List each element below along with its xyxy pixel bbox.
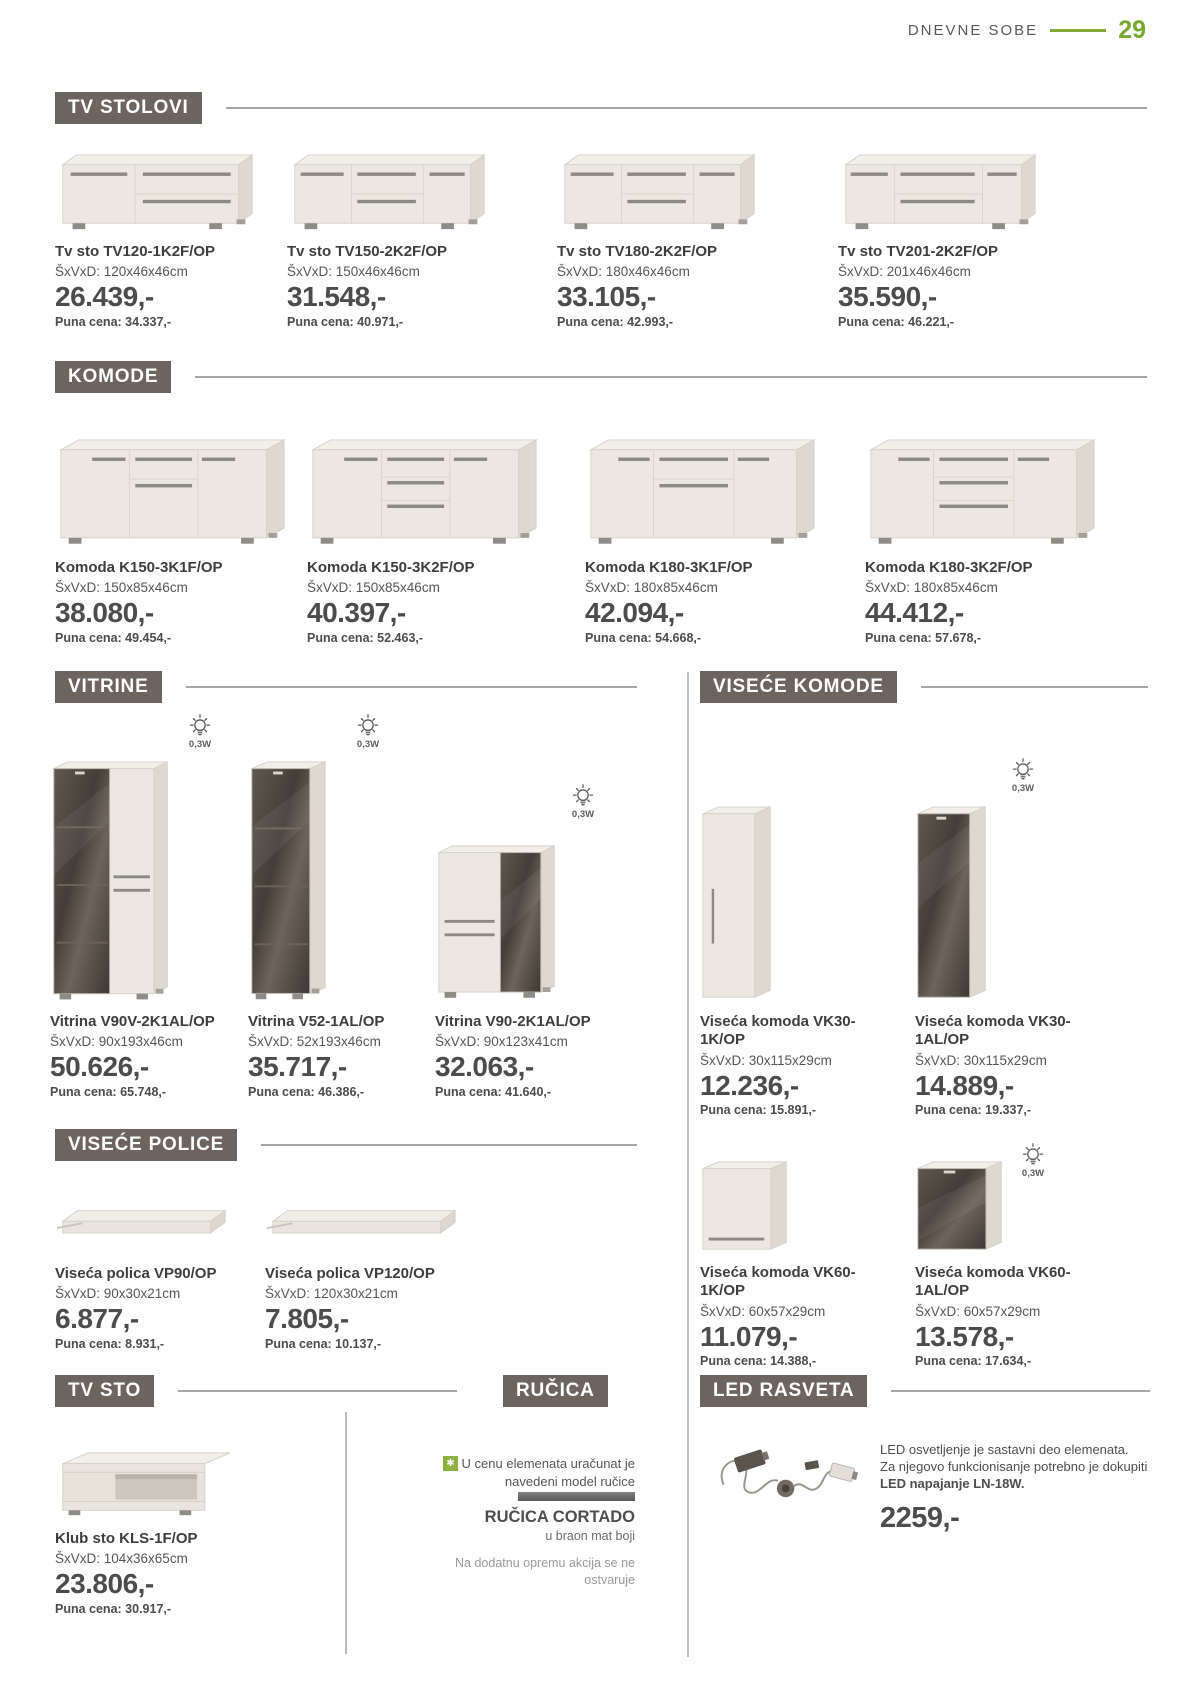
product-image: [307, 433, 547, 551]
product-full-price: Puna cena: 17.634,-: [915, 1354, 1032, 1369]
section-head-tv-stolovi: [55, 92, 1147, 124]
product-dimensions: ŠxVxD: 150x85x46cm: [55, 580, 188, 596]
product-dimensions: ŠxVxD: 150x46x46cm: [287, 264, 420, 280]
led-text-bold: LED napajanje LN-18W.: [880, 1476, 1025, 1492]
breadcrumb: DNEVNE SOBE: [907, 22, 1039, 39]
product-full-price: Puna cena: 46.386,-: [248, 1085, 365, 1100]
product-card: [307, 433, 547, 645]
display-cabinet-image: [50, 760, 175, 1005]
product-name: Viseća komoda VK60-1K/OP: [700, 1264, 856, 1300]
header-dash-line: [1050, 29, 1106, 32]
section-divider-line: [891, 1390, 1150, 1392]
wall-cabinet-image: [915, 805, 995, 1005]
product-image: [55, 433, 295, 551]
product-dimensions: ŠxVxD: 90x30x21cm: [55, 1286, 181, 1302]
product-image: [55, 150, 280, 235]
section-title-rucica: RUČICA: [503, 1375, 608, 1407]
product-name: Tv sto TV150-2K2F/OP: [287, 243, 448, 260]
product-full-price: Puna cena: 41.640,-: [435, 1085, 552, 1100]
product-image: [55, 1450, 280, 1522]
product-name: Tv sto TV120-1K2F/OP: [55, 243, 216, 260]
led-text-line1: LED osvetljenje je sastavni deo elemenata.: [880, 1442, 1129, 1457]
product-price: 12.236,-: [700, 1069, 799, 1101]
product-price: 11.079,-: [700, 1320, 798, 1352]
product-name: Tv sto TV201-2K2F/OP: [838, 243, 999, 260]
product-full-price: Puna cena: 46.221,-: [838, 315, 955, 330]
product-image: [265, 1195, 475, 1257]
product-price: 31.548,-: [287, 281, 386, 313]
product-card: [557, 150, 782, 329]
dresser-image: [55, 437, 290, 551]
product-price: 33.105,-: [557, 281, 656, 313]
product-full-price: Puna cena: 49.454,-: [55, 631, 172, 646]
product-card: [50, 739, 250, 1100]
rucica-note-text: U cenu elemenata uračunat je navedeni model ručice: [461, 1456, 635, 1489]
dresser-image: [307, 437, 542, 551]
product-dimensions: ŠxVxD: 150x85x46cm: [307, 580, 440, 596]
column-divider-short: [345, 1412, 347, 1654]
section-title-komode: KOMODE: [55, 361, 171, 393]
product-full-price: Puna cena: 54.668,-: [585, 631, 702, 646]
bulb-indicator: [182, 713, 218, 750]
lightbulb-icon: [570, 783, 596, 809]
product-full-price: Puna cena: 14.388,-: [700, 1354, 817, 1369]
rucica-product: [435, 1508, 635, 1589]
led-info: [880, 1441, 1200, 1535]
display-cabinet-image: [435, 843, 560, 1005]
product-name: Komoda K180-3K2F/OP: [865, 559, 1033, 576]
product-price: 40.397,-: [307, 597, 406, 629]
section-head-visece-police: [55, 1129, 637, 1161]
product-dimensions: ŠxVxD: 120x30x21cm: [265, 1286, 398, 1302]
product-full-price: Puna cena: 30.917,-: [55, 1602, 172, 1617]
coffee-table-image: [55, 1449, 235, 1522]
product-name: Viseća komoda VK60-1AL/OP: [915, 1264, 1071, 1300]
product-dimensions: ŠxVxD: 30x115x29cm: [915, 1052, 1047, 1068]
section-head-vitrine: [55, 671, 637, 703]
product-full-price: Puna cena: 57.678,-: [865, 631, 982, 646]
product-dimensions: ŠxVxD: 120x46x46cm: [55, 264, 188, 280]
wall-cabinet-image: [700, 805, 780, 1005]
product-price: 6.877,-: [55, 1303, 139, 1335]
bulb-watt-label: 0,3W: [188, 739, 212, 750]
product-dimensions: ŠxVxD: 60x57x29cm: [915, 1303, 1041, 1319]
product-card: [700, 755, 870, 1117]
product-dimensions: ŠxVxD: 104x36x65cm: [55, 1551, 188, 1567]
section-divider-line: [261, 1144, 637, 1146]
tv-stand-image: [287, 152, 492, 235]
bulb-watt-label: 0,3W: [571, 809, 595, 820]
product-dimensions: ŠxVxD: 180x85x46cm: [585, 580, 718, 596]
product-name: Viseća komoda VK30-1AL/OP: [915, 1013, 1071, 1049]
product-image: [700, 755, 870, 1005]
bulb-indicator: [565, 783, 601, 820]
led-text-line2: Za njegovo funkcionisanje potrebno je dokupiti: [880, 1459, 1148, 1475]
section-head-komode: [55, 361, 1147, 393]
tv-stand-image: [55, 152, 260, 235]
bulb-indicator: [350, 713, 386, 750]
product-card: [55, 1195, 265, 1351]
product-card: [248, 739, 448, 1100]
asterisk-icon: ✱: [443, 1456, 458, 1471]
product-image: [838, 150, 1063, 235]
product-card: [585, 433, 825, 645]
tv-stand-image: [838, 152, 1043, 235]
product-full-price: Puna cena: 15.891,-: [700, 1103, 817, 1118]
product-full-price: Puna cena: 65.748,-: [50, 1085, 167, 1100]
section-head-visece-komode: [700, 671, 1148, 703]
led-cable-image: [710, 1438, 870, 1520]
section-divider-line: [226, 107, 1147, 109]
product-dimensions: ŠxVxD: 90x123x41cm: [435, 1034, 568, 1050]
product-price: 32.063,-: [435, 1051, 534, 1083]
rucica-product-title: RUČICA CORTADO: [484, 1508, 635, 1526]
rucica-product-subtitle: u braon mat boji: [545, 1529, 635, 1543]
product-name: Komoda K150-3K1F/OP: [55, 559, 223, 576]
product-image: [915, 755, 1085, 1005]
product-dimensions: ŠxVxD: 180x85x46cm: [865, 580, 998, 596]
product-image: [55, 1195, 265, 1257]
product-name: Vitrina V52-1AL/OP: [248, 1013, 385, 1030]
wall-shelf-image: [55, 1197, 230, 1257]
product-price: 35.590,-: [838, 281, 937, 313]
product-image: [915, 1140, 1085, 1256]
product-card: [915, 755, 1085, 1117]
section-head-rucica: [503, 1375, 608, 1407]
handle-image: [518, 1492, 635, 1501]
product-price: 7.805,-: [265, 1303, 349, 1335]
product-name: Vitrina V90V-2K1AL/OP: [50, 1013, 215, 1030]
led-price: 2259,-: [880, 1502, 960, 1535]
product-price: 26.439,-: [55, 281, 154, 313]
lightbulb-icon: [187, 713, 213, 739]
wall-cabinet-image: [915, 1160, 1007, 1256]
product-name: Komoda K180-3K1F/OP: [585, 559, 753, 576]
product-price: 38.080,-: [55, 597, 154, 629]
section-head-led-rasveta: [700, 1375, 1150, 1407]
product-card: [287, 150, 512, 329]
product-price: 42.094,-: [585, 597, 684, 629]
product-image: [248, 745, 448, 1005]
product-full-price: Puna cena: 8.931,-: [55, 1337, 165, 1352]
product-card: [700, 1140, 870, 1368]
product-price: 14.889,-: [915, 1069, 1014, 1101]
section-title-vitrine: VITRINE: [55, 671, 162, 703]
product-name: Komoda K150-3K2F/OP: [307, 559, 475, 576]
product-dimensions: ŠxVxD: 90x193x46cm: [50, 1034, 183, 1050]
product-image: [700, 1140, 870, 1256]
wall-cabinet-image: [700, 1160, 792, 1256]
led-power-supply-image: [710, 1438, 870, 1525]
product-full-price: Puna cena: 10.137,-: [265, 1337, 382, 1352]
product-full-price: Puna cena: 40.971,-: [287, 315, 404, 330]
product-name: Klub sto KLS-1F/OP: [55, 1530, 198, 1547]
product-card: [915, 1140, 1085, 1368]
page-header: [908, 16, 1146, 45]
product-name: Viseća polica VP90/OP: [55, 1265, 217, 1282]
rucica-note: [435, 1455, 635, 1490]
product-full-price: Puna cena: 42.993,-: [557, 315, 674, 330]
product-price: 13.578,-: [915, 1320, 1014, 1352]
product-name: Viseća polica VP120/OP: [265, 1265, 435, 1282]
section-title-led-rasveta: LED RASVETA: [700, 1375, 867, 1407]
lightbulb-icon: [1010, 757, 1036, 783]
section-title-tv-sto: TV STO: [55, 1375, 154, 1407]
product-card: [55, 150, 280, 329]
product-dimensions: ŠxVxD: 60x57x29cm: [700, 1303, 826, 1319]
bulb-watt-label: 0,3W: [356, 739, 380, 750]
product-card: [265, 1195, 475, 1351]
wall-shelf-image: [265, 1197, 460, 1257]
product-full-price: Puna cena: 34.337,-: [55, 315, 172, 330]
product-image: [557, 150, 782, 235]
section-title-visece-komode: VISEĆE KOMODE: [700, 671, 897, 703]
product-price: 23.806,-: [55, 1568, 154, 1600]
product-image: [585, 433, 825, 551]
product-price: 50.626,-: [50, 1051, 149, 1083]
product-image: [50, 745, 250, 1005]
display-cabinet-image: [248, 759, 330, 1005]
product-card: [55, 1450, 280, 1616]
lightbulb-icon: [355, 713, 381, 739]
product-name: Vitrina V90-2K1AL/OP: [435, 1013, 591, 1030]
product-card: [435, 745, 635, 1099]
product-image: [287, 150, 512, 235]
tv-stand-image: [557, 152, 762, 235]
section-divider-line: [921, 686, 1148, 688]
product-price: 35.717,-: [248, 1051, 347, 1083]
product-dimensions: ŠxVxD: 201x46x46cm: [838, 264, 971, 280]
bulb-indicator: [1015, 1142, 1051, 1179]
product-price: 44.412,-: [865, 597, 964, 629]
product-dimensions: ŠxVxD: 180x46x46cm: [557, 264, 690, 280]
product-card: [55, 433, 295, 645]
product-card: [838, 150, 1063, 329]
page-number: 29: [1118, 16, 1146, 44]
lightbulb-icon: [1020, 1142, 1046, 1168]
product-card: [865, 433, 1105, 645]
column-divider: [687, 672, 689, 1657]
bulb-indicator: [1005, 757, 1041, 794]
product-image: [435, 745, 635, 1005]
product-full-price: Puna cena: 19.337,-: [915, 1103, 1032, 1118]
product-dimensions: ŠxVxD: 52x193x46cm: [248, 1034, 381, 1050]
rucica-disclaimer: Na dodatnu opremu akcija se ne ostvaruje: [455, 1556, 635, 1587]
bulb-watt-label: 0,3W: [1021, 1168, 1045, 1179]
section-divider-line: [195, 376, 1147, 378]
product-full-price: Puna cena: 52.463,-: [307, 631, 424, 646]
section-divider-line: [186, 686, 637, 688]
dresser-image: [585, 437, 820, 551]
bulb-watt-label: 0,3W: [1011, 783, 1035, 794]
section-divider-line: [178, 1390, 457, 1392]
section-title-tv-stolovi: TV STOLOVI: [55, 92, 202, 124]
section-head-tv-sto: [55, 1375, 457, 1407]
dresser-image: [865, 437, 1100, 551]
product-dimensions: ŠxVxD: 30x115x29cm: [700, 1052, 832, 1068]
section-title-visece-police: VISEĆE POLICE: [55, 1129, 237, 1161]
product-name: Viseća komoda VK30-1K/OP: [700, 1013, 856, 1049]
product-name: Tv sto TV180-2K2F/OP: [557, 243, 718, 260]
product-image: [865, 433, 1105, 551]
